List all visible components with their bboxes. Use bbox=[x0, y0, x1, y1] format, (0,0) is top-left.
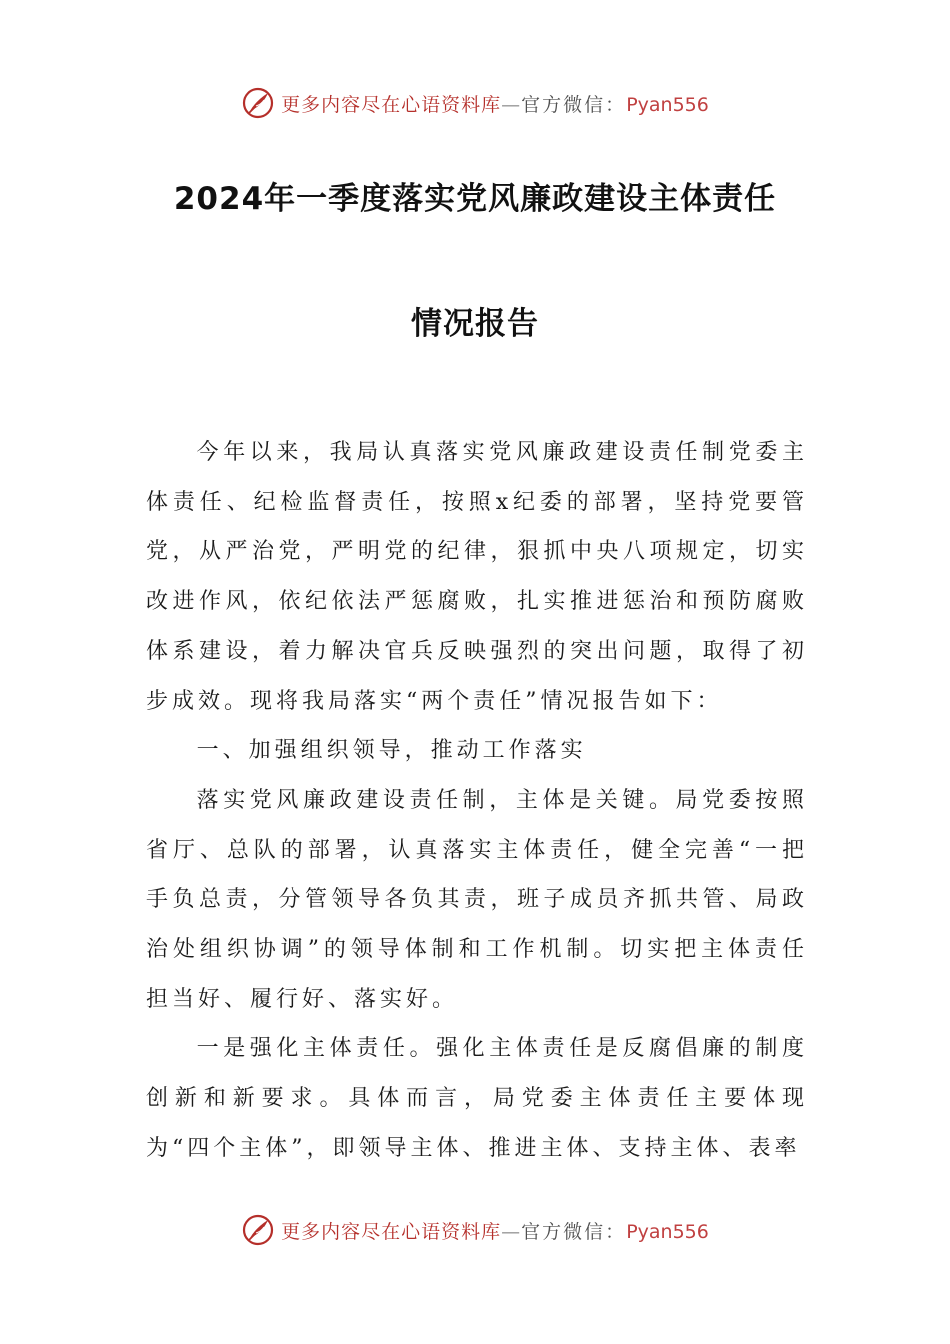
document-title-line2: 情况报告 bbox=[411, 306, 539, 342]
watermark-wechat-id: Pyan556 bbox=[626, 93, 709, 116]
watermark-dash: — bbox=[501, 93, 522, 116]
watermark-wechat-label: 官方微信： bbox=[521, 1220, 627, 1243]
watermark-dash: — bbox=[501, 1220, 522, 1243]
watermark-wechat-label: 官方微信： bbox=[521, 93, 627, 116]
watermark-text bbox=[281, 90, 709, 117]
quill-logo-icon bbox=[241, 86, 275, 120]
header-watermark bbox=[0, 83, 950, 123]
footer-watermark bbox=[0, 1210, 950, 1250]
paragraph-subpoint-1: 一是强化主体责任。强化主体责任是反腐倡廉的制度创新和新要求。具体而言，局党委主体责任主要体现为“四个主体”，即领导主体、推进主体、支持主体、表率 bbox=[146, 1036, 808, 1161]
document-body bbox=[146, 428, 808, 1174]
document-title-line1: 2024年一季度落实党风廉政建设主体责任 bbox=[173, 181, 777, 217]
watermark-wechat-id: Pyan556 bbox=[626, 1220, 709, 1243]
paragraph-section-1: 落实党风廉政建设责任制，主体是关键。局党委按照省厅、总队的部署，认真落实主体责任，健全完善“一把手负总责，分管领导各负其责，班子成员齐抓共管、局政治处组织协调”的领导体制和工作机制。切实把主体责任担当好、履行好、落实好。 bbox=[146, 787, 808, 1012]
quill-logo-icon bbox=[241, 1213, 275, 1247]
section-heading-1: 一、加强组织领导，推动工作落实 bbox=[196, 738, 587, 764]
paragraph-intro: 今年以来，我局认真落实党风廉政建设责任制党委主体责任、纪检监督责任，按照x纪委的部署，坚持党要管党，从严治党，严明党的纪律，狠抓中央八项规定，切实改进作风，依纪依法严惩腐败，扎实推进惩治和预防腐败体系建设，着力解决官兵反映强烈的突出问题，取得了初步成效。现将我局落实“两个责任”情况报告如下： bbox=[146, 440, 808, 714]
watermark-site-text: 更多内容尽在心语资料库 bbox=[281, 1220, 502, 1243]
watermark-site-text: 更多内容尽在心语资料库 bbox=[281, 93, 502, 116]
watermark-text bbox=[281, 1217, 709, 1244]
